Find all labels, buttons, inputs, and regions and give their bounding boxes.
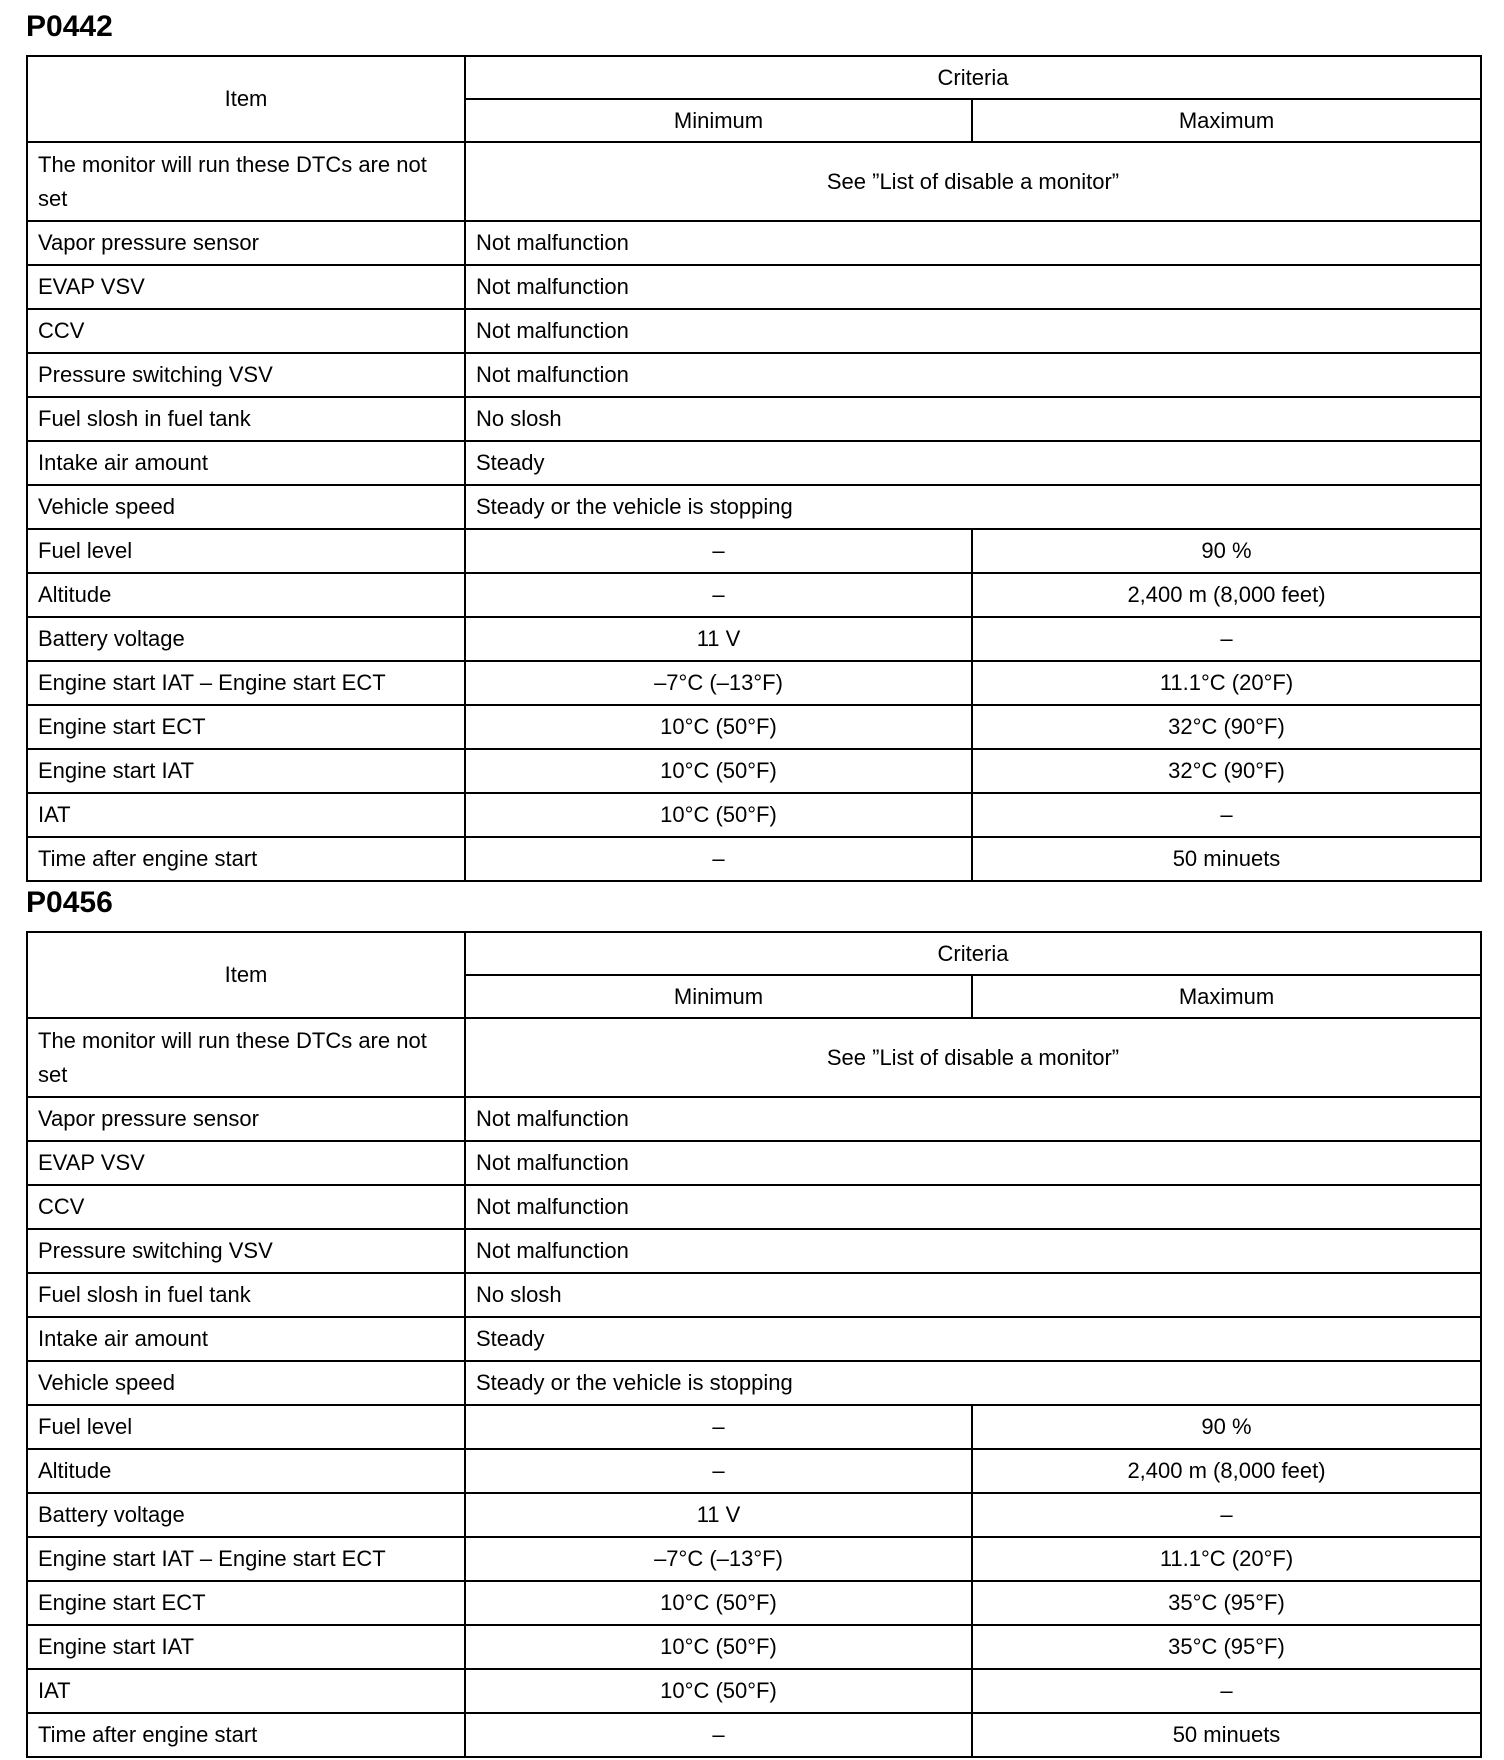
table-row (27, 529, 1481, 573)
item-cell: CCV (27, 1185, 465, 1229)
table-row (27, 573, 1481, 617)
table-row (27, 1493, 1481, 1537)
table-row (27, 485, 1481, 529)
table-row (27, 1018, 1481, 1097)
table-row (27, 265, 1481, 309)
criteria-cell: Not malfunction (465, 1185, 1481, 1229)
header-maximum: Maximum (972, 99, 1481, 142)
maximum-cell: 11.1°C (20°F) (972, 1537, 1481, 1581)
criteria-cell: Not malfunction (465, 221, 1481, 265)
criteria-cell: Not malfunction (465, 309, 1481, 353)
minimum-cell: –7°C (–13°F) (465, 1537, 972, 1581)
dtc-code-title: P0442 (26, 10, 113, 43)
table-row (27, 617, 1481, 661)
item-cell: Pressure switching VSV (27, 1229, 465, 1273)
maximum-cell: – (972, 1493, 1481, 1537)
table-row (27, 705, 1481, 749)
item-cell: Fuel level (27, 1405, 465, 1449)
maximum-cell: 50 minuets (972, 837, 1481, 881)
item-cell: Engine start IAT (27, 749, 465, 793)
item-cell: Fuel level (27, 529, 465, 573)
minimum-cell: 10°C (50°F) (465, 705, 972, 749)
header-maximum: Maximum (972, 975, 1481, 1018)
criteria-cell: Not malfunction (465, 1229, 1481, 1273)
item-cell: Vehicle speed (27, 485, 465, 529)
maximum-cell: 32°C (90°F) (972, 749, 1481, 793)
maximum-cell: 90 % (972, 529, 1481, 573)
criteria-cell: Not malfunction (465, 1141, 1481, 1185)
item-cell: Intake air amount (27, 441, 465, 485)
criteria-table (26, 931, 1482, 1758)
item-cell: Fuel slosh in fuel tank (27, 1273, 465, 1317)
maximum-cell: 90 % (972, 1405, 1481, 1449)
table-row (27, 837, 1481, 881)
table-row (27, 793, 1481, 837)
criteria-cell: Steady (465, 1317, 1481, 1361)
minimum-cell: 10°C (50°F) (465, 793, 972, 837)
header-criteria: Criteria (465, 56, 1481, 99)
table-row (27, 441, 1481, 485)
item-cell: IAT (27, 793, 465, 837)
maximum-cell: 35°C (95°F) (972, 1625, 1481, 1669)
item-cell: Vapor pressure sensor (27, 1097, 465, 1141)
criteria-cell: Not malfunction (465, 353, 1481, 397)
minimum-cell: – (465, 1713, 972, 1757)
table-row (27, 221, 1481, 265)
table-row (27, 1361, 1481, 1405)
item-cell: Altitude (27, 1449, 465, 1493)
table-row (27, 1713, 1481, 1757)
minimum-cell: 10°C (50°F) (465, 1625, 972, 1669)
minimum-cell: 10°C (50°F) (465, 1581, 972, 1625)
maximum-cell: – (972, 617, 1481, 661)
maximum-cell: 32°C (90°F) (972, 705, 1481, 749)
minimum-cell: – (465, 573, 972, 617)
item-cell: Engine start ECT (27, 1581, 465, 1625)
item-cell: Altitude (27, 573, 465, 617)
maximum-cell: 2,400 m (8,000 feet) (972, 573, 1481, 617)
criteria-cell: Not malfunction (465, 265, 1481, 309)
item-cell: EVAP VSV (27, 265, 465, 309)
item-cell: Engine start IAT (27, 1625, 465, 1669)
item-cell: Pressure switching VSV (27, 353, 465, 397)
criteria-cell: No slosh (465, 1273, 1481, 1317)
item-cell: The monitor will run these DTCs are not set (27, 1018, 465, 1097)
minimum-cell: 11 V (465, 1493, 972, 1537)
criteria-cell: See ”List of disable a monitor” (465, 1018, 1481, 1097)
minimum-cell: – (465, 837, 972, 881)
table-row (27, 397, 1481, 441)
criteria-cell: No slosh (465, 397, 1481, 441)
minimum-cell: –7°C (–13°F) (465, 661, 972, 705)
maximum-cell: 35°C (95°F) (972, 1581, 1481, 1625)
maximum-cell: 11.1°C (20°F) (972, 661, 1481, 705)
table-row (27, 1405, 1481, 1449)
table-row (27, 1669, 1481, 1713)
header-item: Item (27, 56, 465, 142)
maximum-cell: 2,400 m (8,000 feet) (972, 1449, 1481, 1493)
criteria-cell: See ”List of disable a monitor” (465, 142, 1481, 221)
item-cell: Battery voltage (27, 1493, 465, 1537)
criteria-cell: Steady or the vehicle is stopping (465, 1361, 1481, 1405)
table-row (27, 1449, 1481, 1493)
minimum-cell: 10°C (50°F) (465, 1669, 972, 1713)
item-cell: IAT (27, 1669, 465, 1713)
minimum-cell: 10°C (50°F) (465, 749, 972, 793)
maximum-cell: – (972, 793, 1481, 837)
minimum-cell: – (465, 1405, 972, 1449)
table-row (27, 1185, 1481, 1229)
header-criteria: Criteria (465, 932, 1481, 975)
minimum-cell: 11 V (465, 617, 972, 661)
header-minimum: Minimum (465, 975, 972, 1018)
item-cell: Fuel slosh in fuel tank (27, 397, 465, 441)
dtc-code-title: P0456 (26, 886, 113, 919)
item-cell: Vehicle speed (27, 1361, 465, 1405)
header-item: Item (27, 932, 465, 1018)
table-row (27, 661, 1481, 705)
item-cell: The monitor will run these DTCs are not set (27, 142, 465, 221)
item-cell: EVAP VSV (27, 1141, 465, 1185)
criteria-cell: Steady or the vehicle is stopping (465, 485, 1481, 529)
item-cell: Engine start IAT – Engine start ECT (27, 1537, 465, 1581)
table-row (27, 749, 1481, 793)
table-row (27, 353, 1481, 397)
maximum-cell: 50 minuets (972, 1713, 1481, 1757)
item-cell: Intake air amount (27, 1317, 465, 1361)
header-minimum: Minimum (465, 99, 972, 142)
table-row (27, 1229, 1481, 1273)
table-row (27, 1537, 1481, 1581)
table-row (27, 1317, 1481, 1361)
item-cell: Vapor pressure sensor (27, 221, 465, 265)
criteria-cell: Steady (465, 441, 1481, 485)
criteria-cell: Not malfunction (465, 1097, 1481, 1141)
table-row (27, 1097, 1481, 1141)
item-cell: Battery voltage (27, 617, 465, 661)
table-row (27, 1581, 1481, 1625)
maximum-cell: – (972, 1669, 1481, 1713)
item-cell: Engine start ECT (27, 705, 465, 749)
criteria-table (26, 55, 1482, 882)
table-row (27, 142, 1481, 221)
table-row (27, 1625, 1481, 1669)
minimum-cell: – (465, 529, 972, 573)
item-cell: Time after engine start (27, 1713, 465, 1757)
item-cell: CCV (27, 309, 465, 353)
minimum-cell: – (465, 1449, 972, 1493)
table-row (27, 309, 1481, 353)
table-row (27, 1141, 1481, 1185)
table-row (27, 1273, 1481, 1317)
item-cell: Time after engine start (27, 837, 465, 881)
item-cell: Engine start IAT – Engine start ECT (27, 661, 465, 705)
